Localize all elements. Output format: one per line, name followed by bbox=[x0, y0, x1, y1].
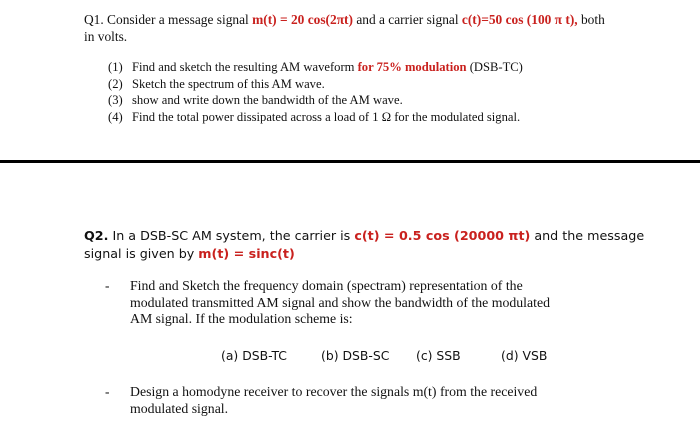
bullet-marker: - bbox=[105, 278, 110, 293]
q1-task-list bbox=[108, 59, 684, 125]
q1-task-text: show and write down the bandwidth of the AM wave. bbox=[132, 93, 403, 107]
q2-carrier-signal: c(t) = 0.5 cos (20000 πt) bbox=[354, 228, 531, 243]
q1-task-text: Find the total power dissipated across a load of 1 Ω for the modulated signal. bbox=[132, 109, 521, 124]
q2-task-receiver bbox=[130, 384, 690, 417]
q1-task-item bbox=[108, 76, 684, 93]
q2-text-a: In a DSB-SC AM system, the carrier is bbox=[108, 228, 355, 243]
q2-text-b: and the message bbox=[530, 228, 645, 243]
q1-task-number: (3) bbox=[108, 93, 123, 107]
q2-task1-line: modulated transmitted AM signal and show the bandwidth of the modulated bbox=[130, 294, 550, 310]
option-dsb-tc: (a) DSB-TC bbox=[221, 348, 287, 363]
question-2 bbox=[84, 227, 689, 416]
q2-message-signal: m(t) = sinc(t) bbox=[198, 245, 295, 261]
q1-task-item bbox=[108, 109, 684, 126]
q1-task-number: (2) bbox=[108, 76, 123, 91]
q1-text-a: Q1. Consider a message signal bbox=[84, 12, 253, 27]
section-divider bbox=[0, 160, 700, 163]
q1-statement bbox=[84, 11, 684, 45]
q1-text-units: in volts. bbox=[84, 29, 128, 44]
q1-task-item bbox=[108, 92, 684, 109]
q2-task2-line: modulated signal. bbox=[130, 400, 229, 416]
option-ssb: (c) SSB bbox=[416, 348, 461, 363]
q2-number: Q2. bbox=[84, 228, 109, 243]
q1-task-number: (1) bbox=[108, 60, 123, 74]
option-vsb: (d) VSB bbox=[501, 348, 548, 363]
q1-carrier-signal: c(t)=50 cos (100 π t), bbox=[461, 12, 578, 27]
question-1 bbox=[84, 11, 684, 125]
bullet-marker: - bbox=[105, 384, 110, 399]
q2-task1-line: AM signal. If the modulation scheme is: bbox=[130, 311, 353, 326]
q1-task-number: (4) bbox=[108, 109, 123, 124]
q1-task-text-suffix: (DSB-TC) bbox=[466, 60, 523, 74]
q2-task-spectrum bbox=[130, 278, 690, 328]
q1-task-text: Find and sketch the resulting AM waveform bbox=[132, 60, 358, 74]
q1-modulation-highlight: for 75% modulation bbox=[357, 60, 467, 74]
q1-text-c: both bbox=[577, 12, 605, 27]
q2-statement bbox=[84, 227, 689, 262]
q2-text-c: signal is given by bbox=[84, 245, 199, 261]
q1-task-text: Sketch the spectrum of this AM wave. bbox=[132, 76, 325, 91]
q1-message-signal: m(t) = 20 cos(2πt) bbox=[252, 12, 353, 27]
option-dsb-sc: (b) DSB-SC bbox=[321, 348, 390, 363]
q2-task1-line: Find and Sketch the frequency domain (spectram) representation of the bbox=[130, 278, 523, 293]
q1-text-b: and a carrier signal bbox=[352, 12, 462, 27]
q1-task-item bbox=[108, 59, 684, 76]
q2-task2-line: Design a homodyne receiver to recover the signals m(t) from the received bbox=[130, 384, 538, 399]
